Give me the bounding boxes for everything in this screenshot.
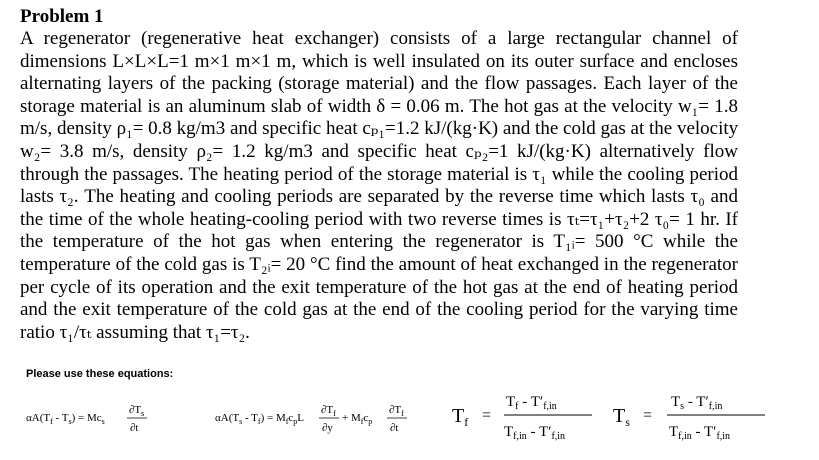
statement-line: w₂= 3.8 m/s, density ρ₂= 1.2 kg/m3 and specific heat cₚ₂=1 kJ/(kg·K) alternatively flow [20,140,738,162]
eq1-denominator: ∂t [130,422,139,434]
eq3-numerator: $T_f - T'_{f,in}$ [506,394,557,412]
statement-line: the time of the whole heating-cooling period with two reverse times is τₜ=τ₁+τ₂+2 τ₀= 1 hr. If [20,208,738,230]
eq4-denominator: $T_{f,in} - T'_{f,in}$ [669,424,731,442]
equation-dimensionless-fluid-temp [452,386,612,455]
equation-1-svg [26,394,156,444]
statement-line: temperature of the cold gas is T₂ᵢ= 20 °C find the amount of heat exchanged in the regenerator [20,253,738,275]
equation-4-svg [613,386,793,450]
eq2-numerator-2: $\partial T_f$ [389,404,404,418]
equation-2-svg [215,394,425,444]
statement-line: lasts τ₂. The heating and cooling periods are separated by the reverse time which lasts τ₀ and [20,186,738,208]
eq2-second-term: + $M_fc_p$ [342,412,373,426]
problem-statement [20,28,738,344]
statement-line: per cycle of its operation and the exit temperature of the hot gas at the end of heating period [20,276,738,298]
statement-line: m/s, density ρ₁= 0.8 kg/m3 and specific heat cₚ₁=1.2 kJ/(kg·K) and the cold gas at the velocity [20,118,739,140]
eq2-denominator-1: ∂y [322,422,333,434]
eq3-equals: = [482,407,492,424]
statement-line: storage material is an aluminum slab of width δ = 0.06 m. The hot gas at the velocity w₁= 1.8 [20,95,738,117]
problem-title: Problem 1 [20,6,104,27]
eq4-lhs: $T_s$ [613,405,630,429]
statement-line: and the exit temperature of the cold gas at the end of the cooling period for the varying time [20,299,738,321]
statement-line: alternating layers of the packing (storage material) and the flow passages. Each layer of the [20,73,738,95]
equation-fluid-energy [215,394,425,449]
statement-line: the temperature of the hot gas when entering the regenerator is T₁ᵢ= 500 °C while the [20,231,738,253]
instructions-label: Please use these equations: [26,368,174,380]
statement-line: ratio τ₁/τₜ assuming that τ₁=τ₂. [20,321,250,343]
eq4-equals: = [643,407,653,424]
statement-line: dimensions L×L×L=1 m×1 m×1 m, which is well insulated on its outer surface and encloses [20,50,738,72]
equation-solid-energy [26,394,156,449]
eq4-numerator: $T_s - T'_{f,in}$ [671,394,723,412]
statement-line: A regenerator (regenerative heat exchanger) consists of a large rectangular channel of [20,28,738,49]
eq2-denominator-2: ∂t [390,422,399,434]
eq3-lhs: $T_f$ [452,405,469,429]
eq1-numerator: $\partial T_s$ [129,404,145,418]
eq3-denominator: $T_{f,in} - T'_{f,in}$ [504,424,566,442]
eq2-numerator-1: $\partial T_f$ [321,404,336,418]
equation-3-svg [452,386,612,450]
eq1-lhs: $\alpha A(T_f - T_s) = Mc_s$ [26,412,105,426]
statement-line: through the passages. The heating period of the storage material is τ₁ while the cooling period [20,163,738,185]
eq2-lhs: $\alpha A(T_s - T_f) = M_fc_pL$ [215,412,305,426]
equation-dimensionless-solid-temp [613,386,793,455]
